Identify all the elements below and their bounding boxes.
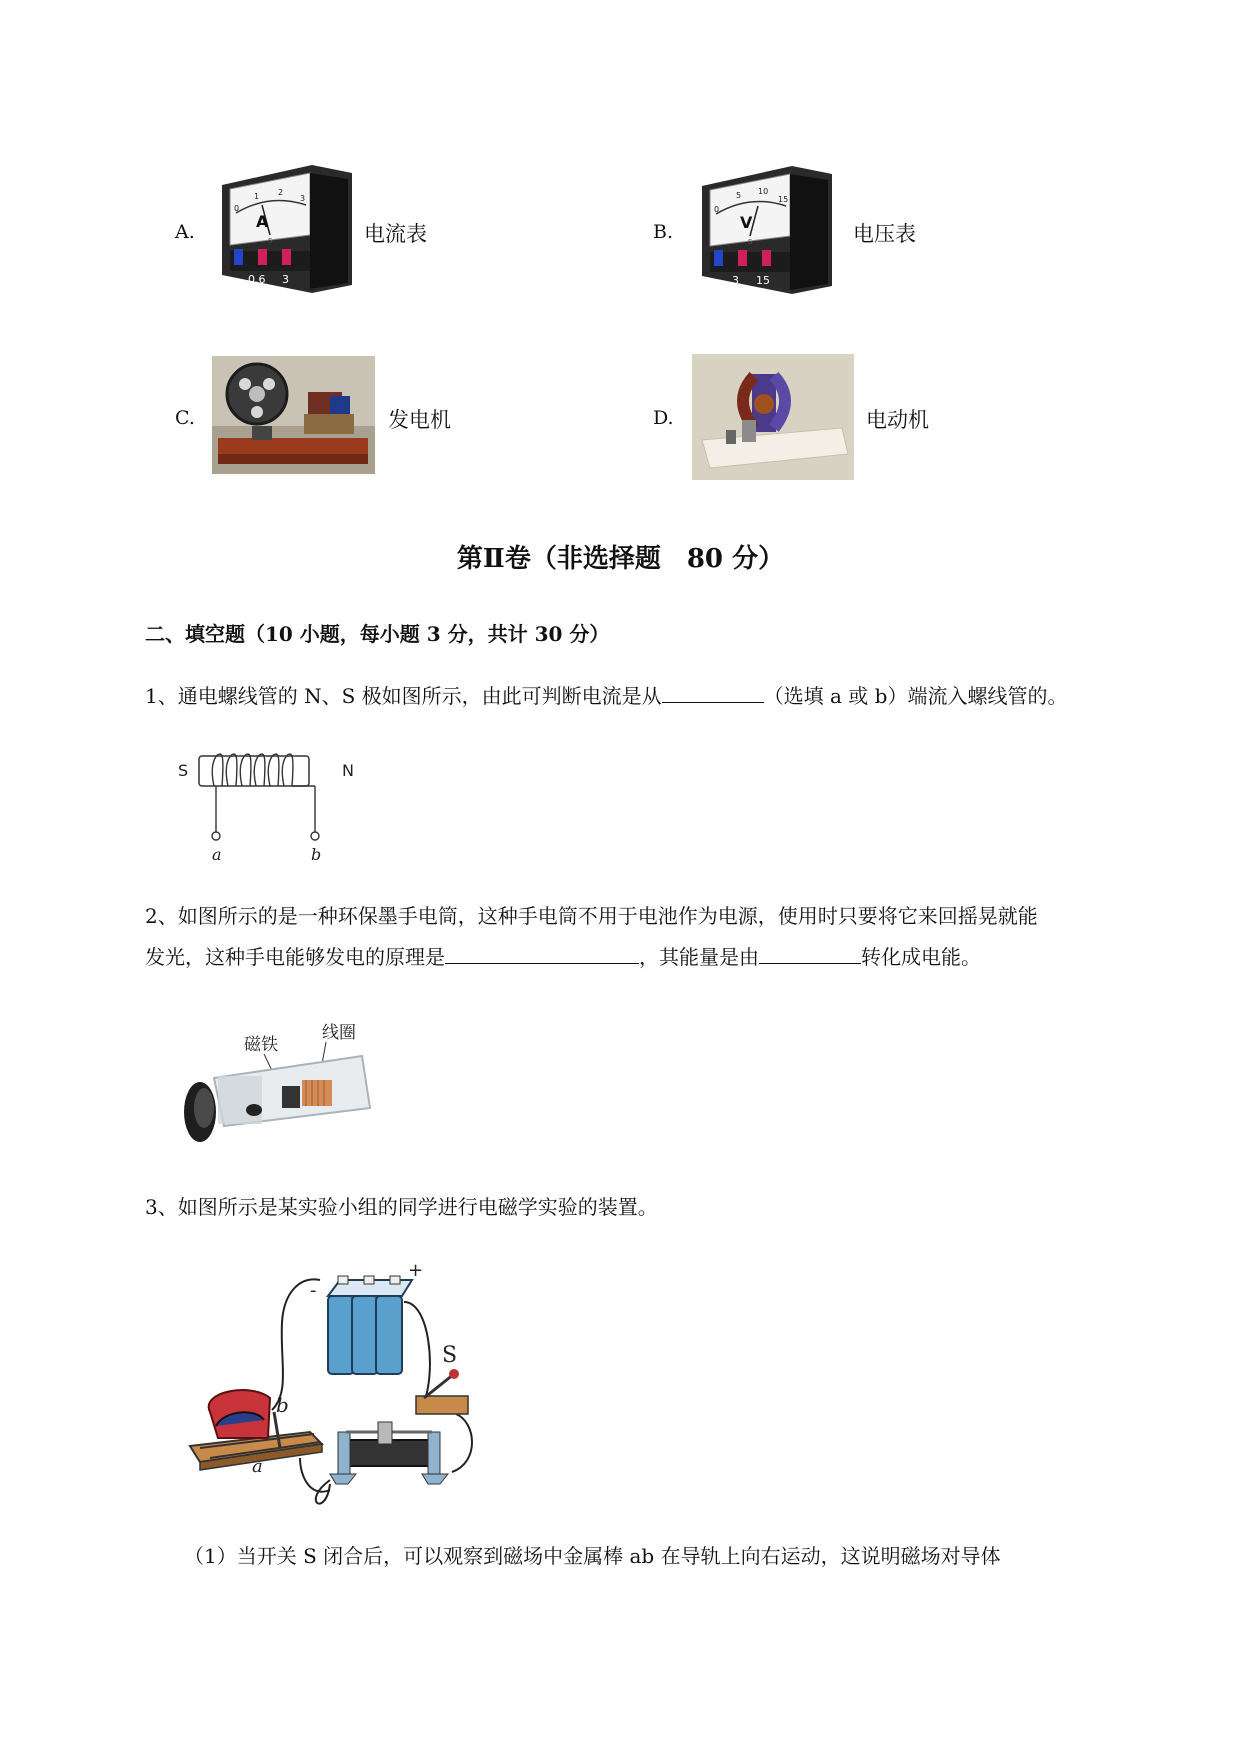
voltmeter-image <box>692 166 838 296</box>
option-b-label: 电压表 <box>853 222 916 246</box>
question-1-answer-blank[interactable] <box>662 680 764 703</box>
ammeter-terminal-06: 0.6 <box>248 273 266 286</box>
question-2-principle-blank[interactable] <box>445 941 639 964</box>
ammeter-image <box>212 165 358 295</box>
ammeter-s-mark: S <box>268 237 273 245</box>
option-b-letter: B. <box>653 221 674 243</box>
option-a-letter: A. <box>175 221 195 243</box>
ammeter-dial-2: 2 <box>278 188 284 197</box>
question-1-text-before: 1、通电螺线管的 N、S 极如图所示，由此可判断电流是从 <box>145 684 662 708</box>
voltmeter-dial-10: 10 <box>758 187 769 196</box>
battery-minus-label: - <box>310 1280 317 1301</box>
voltmeter-symbol: V <box>740 213 753 232</box>
question-2-line-1: 2、如图所示的是一种环保墨手电筒，这种手电筒不用于电池作为电源，使用时只要将它来回摇晃就能 <box>145 904 1038 928</box>
question-2 <box>145 896 1038 978</box>
rail-a-label: a <box>252 1456 263 1477</box>
voltmeter-minus: − <box>706 274 716 287</box>
option-d-letter: D. <box>653 407 674 429</box>
ammeter-dial-1: 1 <box>254 192 260 201</box>
voltmeter-terminal-3: 3 <box>732 274 739 287</box>
ammeter-symbol: A <box>256 212 269 231</box>
rod-b-label: b <box>276 1393 289 1417</box>
option-d-label: 电动机 <box>866 408 929 432</box>
option-c-label: 发电机 <box>388 408 451 432</box>
question-3-sub-1: （1）当开关 S 闭合后，可以观察到磁场中金属棒 ab 在导轨上向右运动，这说明磁场对导体 <box>184 1544 1001 1568</box>
voltmeter-dial-0: 0 <box>714 205 720 214</box>
flashlight-figure <box>178 1008 378 1158</box>
part-title: 第Ⅱ卷（非选择题 80 分） <box>456 544 785 574</box>
flashlight-coil-label: 线圈 <box>322 1023 356 1043</box>
question-2-line-2 <box>145 937 1038 978</box>
question-2-energy-blank[interactable] <box>759 941 861 964</box>
solenoid-terminal-a-label: a <box>212 845 222 864</box>
section-heading: 二、填空题（10 小题，每小题 3 分，共计 30 分） <box>145 622 610 646</box>
ammeter-dial-0: 0 <box>234 204 240 213</box>
solenoid-figure <box>170 748 370 868</box>
circuit-figure <box>180 1262 500 1502</box>
solenoid-n-label: N <box>342 761 354 780</box>
ammeter-dial-3: 3 <box>300 194 306 203</box>
voltmeter-s-mark: S <box>748 238 753 246</box>
flashlight-magnet-label: 磁铁 <box>244 1035 278 1055</box>
option-a-label: 电流表 <box>364 222 427 246</box>
question-2-text-after: 转化成电能。 <box>861 945 981 969</box>
ammeter-terminal-3: 3 <box>282 273 289 286</box>
voltmeter-dial-5: 5 <box>736 191 742 200</box>
generator-image <box>212 356 375 474</box>
question-3: 3、如图所示是某实验小组的同学进行电磁学实验的装置。 <box>145 1195 658 1219</box>
voltmeter-dial-15: 15 <box>778 195 789 204</box>
battery-plus-label: + <box>408 1260 424 1281</box>
option-c-letter: C. <box>175 407 195 429</box>
question-2-text-middle: ，其能量是由 <box>639 945 759 969</box>
ammeter-minus: − <box>224 273 234 286</box>
question-2-text-before: 发光，这种手电能够发电的原理是 <box>145 945 445 969</box>
solenoid-s-label: S <box>178 761 189 780</box>
motor-image <box>692 354 854 480</box>
question-1 <box>145 676 1067 717</box>
question-1-text-after: （选填 a 或 b）端流入螺线管的。 <box>763 684 1068 708</box>
voltmeter-terminal-15: 15 <box>756 274 770 287</box>
solenoid-terminal-b-label: b <box>311 845 322 864</box>
switch-s-label: S <box>442 1343 458 1368</box>
